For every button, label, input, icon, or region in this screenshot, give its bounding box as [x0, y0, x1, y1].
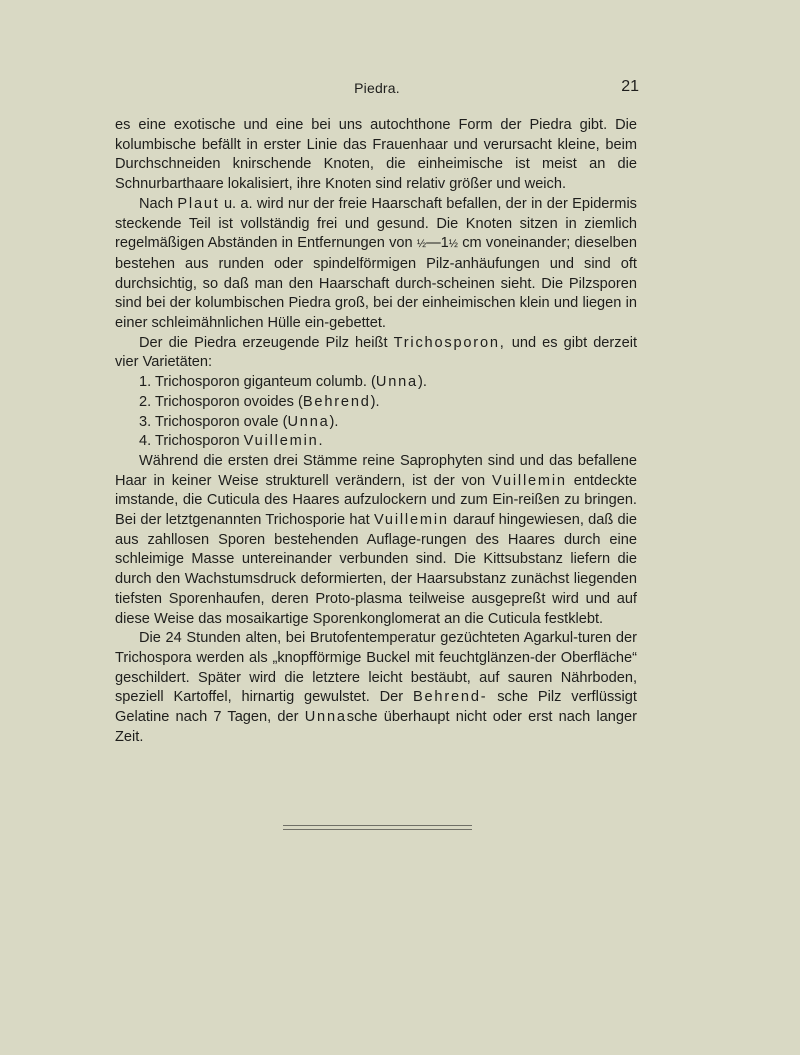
- variety-name: Trichosporon ovoides (: [154, 393, 303, 410]
- list-item: [115, 393, 637, 413]
- paragraph-5-lead: Die 24 Stunden alten, bei Brutofentemperatur gezüchteten Agarkul-turen der Trichospora werden als „knopfförmige Buckel mit feuchtglänzen-der Oberfläche“ geschildert. Später wird die letztere leicht bestäubt, auf sauren Nährboden, speziell Kartoffel, hirnartig gewulstet. Der: [115, 630, 637, 706]
- fraction-half: ½: [416, 238, 427, 251]
- variety-close: ).: [370, 393, 380, 410]
- paragraph-4: [115, 452, 637, 629]
- paragraph-3-text: und es gibt derzeit vier Varietäten:: [115, 334, 637, 371]
- body-text: [115, 116, 637, 748]
- variety-author: Unna: [375, 374, 418, 391]
- paragraph-5-text-b: sche überhaupt nicht oder erst nach langer Zeit.: [115, 709, 637, 745]
- variety-author: Behrend: [302, 393, 371, 410]
- list-item: [115, 413, 637, 433]
- author-name-plaut: Plaut: [177, 195, 220, 212]
- author-name-behrend: Behrend-: [412, 689, 488, 706]
- variety-close: .: [318, 433, 323, 450]
- paragraph-3: [115, 334, 637, 373]
- paragraph-4-text-b: darauf hingewiesen, daß die aus zahllosen Sporen bestehenden Auflage-rungen des Haares durch eine schleimige Masse untereinander verbunden sind. Die Kittsubstanz liefern die durch den Wachstumsdruck deformierten, der Haarsubstanz zunächst liegenden tiefsten Sporenhaufen, deren Proto-plasma teilweise ausgepreßt wird und auf diese Weise das mosaikartige Sporenkonglomerat an die Cuticula festklebt.: [115, 512, 637, 627]
- variety-close: ).: [329, 413, 339, 430]
- variety-author: Vuillemin: [243, 433, 319, 450]
- paragraph-4-lead: Während die ersten drei Stämme reine Saprophyten sind und das befallene Haar in keiner Weise strukturell verändern, ist der von: [115, 452, 637, 489]
- fraction-half-2: ½: [448, 238, 458, 251]
- range-dash: —1: [426, 235, 449, 252]
- variety-name: Trichosporon ovale (: [154, 413, 288, 430]
- paragraph-4-text-a: entdeckte imstande, die Cuticula des Haares aufzulockern und zum Ein-reißen zu bringen. Bei der letztgenannten Trichosporie hat: [115, 472, 637, 529]
- variety-name: Trichosporon: [154, 433, 240, 450]
- paragraph-2-text-b: cm voneinander; dieselben bestehen aus runden oder spindelförmigen Pilz-anhäufungen und sind oft durchsichtig, so daß man den Haarschaft durch-scheinen sieht. Die Pilzsporen sind bei der kolumbischen Piedra groß, bei der einheimischen klein und liegen in einer schleimähnlichen Hülle ein-gebettet.: [115, 235, 637, 332]
- list-item: [115, 373, 637, 393]
- running-title: Piedra.: [354, 80, 400, 96]
- author-name-vuillemin: Vuillemin: [491, 472, 567, 489]
- list-item: [115, 432, 637, 452]
- paragraph-5-text-a: sche Pilz verflüssigt Gelatine nach 7 Tagen, der: [115, 689, 637, 726]
- paragraph-1: es eine exotische und eine bei uns autochthone Form der Piedra gibt. Die kolumbische befällt in erster Linie das Frauenhaar und verursacht kleine, beim Durchschneiden knirschende Knoten, die einheimische ist meist an die Schnurbarthaare lokalisiert, ihre Knoten sind relativ größer und weich.: [115, 117, 637, 193]
- end-rule-bottom: [283, 829, 472, 830]
- author-name-unna: Unna: [304, 709, 347, 726]
- variety-author: Unna: [287, 413, 330, 430]
- paragraph-2: [115, 195, 637, 334]
- list-number: 4.: [139, 433, 152, 450]
- list-number: 2.: [139, 393, 152, 410]
- variety-close: ).: [417, 374, 427, 391]
- variety-name: Trichosporon giganteum columb. (: [154, 374, 376, 391]
- running-head: [115, 80, 639, 102]
- paragraph-5: [115, 629, 637, 747]
- list-number: 3.: [139, 413, 152, 430]
- page-number: 21: [621, 78, 639, 95]
- paragraph-2-text-a: u. a. wird nur der freie Haarschaft befallen, der in der Epidermis steckende Teil ist vollständig frei und gesund. Die Knoten sitzen in ziemlich regelmäßigen Abständen in Entfernungen von: [115, 195, 637, 252]
- varieties-list: [115, 373, 637, 452]
- author-name-vuillemin-2: Vuillemin: [373, 512, 449, 529]
- end-rule-top: [283, 825, 472, 826]
- list-number: 1.: [139, 374, 152, 391]
- paragraph-2-lead: Nach: [139, 195, 174, 212]
- paragraph-3-lead: Der die Piedra erzeugende Pilz heißt: [139, 334, 388, 351]
- genus-name: Trichosporon,: [393, 334, 506, 351]
